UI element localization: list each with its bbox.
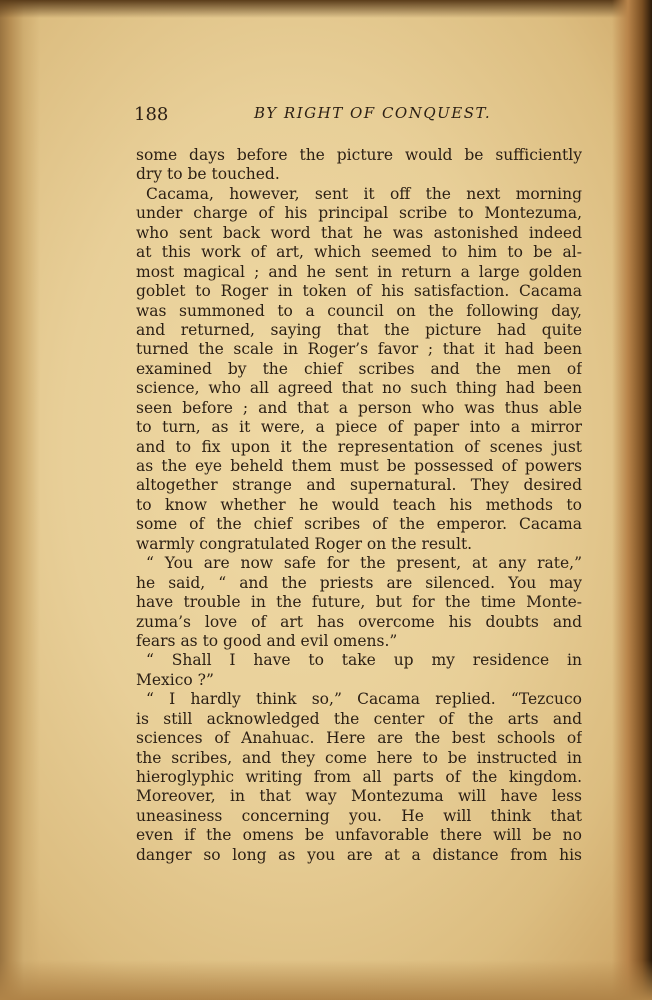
text-line: some of the chief scribes of the emperor. Cacama <box>136 515 582 534</box>
text-line: science, who all agreed that no such thing had been <box>136 379 582 398</box>
text-line: danger so long as you are at a distance from his <box>136 845 582 864</box>
text-line: under charge of his principal scribe to Montezuma, <box>136 204 582 223</box>
text-line: even if the omens be unfavorable there will be no <box>136 826 582 845</box>
text-line: turned the scale in Roger’s favor ; that it had been <box>136 340 582 359</box>
text-line: who sent back word that he was astonished indeed <box>136 223 582 242</box>
text-line: seen before ; and that a person who was thus able <box>136 398 582 417</box>
text-line: Cacama, however, sent it off the next morning <box>146 184 582 203</box>
text-line: to turn, as it were, a piece of paper into a mirror <box>136 418 582 437</box>
text-line: dry to be touched. <box>136 165 280 184</box>
text-line: “ You are now safe for the present, at any rate,” <box>146 554 582 573</box>
text-line: he said, “ and the priests are silenced. You may <box>136 573 582 592</box>
page-bottom-edge <box>0 960 652 1000</box>
text-line: and returned, saying that the picture had quite <box>136 320 582 339</box>
page-number: 188 <box>134 104 169 125</box>
text-line: have trouble in the future, but for the time Monte- <box>136 593 582 612</box>
text-line: at this work of art, which seemed to him to be al- <box>136 243 582 262</box>
text-line: goblet to Roger in token of his satisfaction. Cacama <box>136 282 582 301</box>
page-header <box>134 104 584 130</box>
text-line: is still acknowledged the center of the arts and <box>136 709 582 728</box>
text-line: to know whether he would teach his methods to <box>136 495 582 514</box>
page-right-edge <box>612 0 652 1000</box>
text-line: most magical ; and he sent in return a large golden <box>136 262 582 281</box>
text-line: was summoned to a council on the following day, <box>136 301 582 320</box>
text-line: “ I hardly think so,” Cacama replied. “Tezcuco <box>146 690 582 709</box>
body-text <box>136 146 582 865</box>
text-line: Mexico ?” <box>136 670 214 689</box>
page-top-edge <box>0 0 652 18</box>
text-line: uneasiness concerning you. He will think that <box>136 806 582 825</box>
text-line: some days before the picture would be sufficiently <box>136 146 582 164</box>
text-line: and to fix upon it the representation of scenes just <box>136 437 582 456</box>
text-line: warmly congratulated Roger on the result. <box>136 534 473 553</box>
text-line: zuma’s love of art has overcome his doubts and <box>136 612 582 631</box>
text-line: the scribes, and they come here to be instructed in <box>136 748 582 767</box>
running-title: BY RIGHT OF CONQUEST. <box>254 104 492 122</box>
text-line: fears as to good and evil omens.” <box>136 631 398 650</box>
text-line: as the eye beheld them must be possessed of powers <box>136 457 582 475</box>
text-line: sciences of Anahuac. Here are the best schools of <box>136 729 582 748</box>
text-line: hieroglyphic writing from all parts of the kingdom. <box>136 768 582 786</box>
text-line: “ Shall I have to take up my residence in <box>146 651 582 670</box>
text-line: examined by the chief scribes and the men of <box>136 359 582 378</box>
text-line: Moreover, in that way Montezuma will have less <box>136 787 582 806</box>
text-line: altogether strange and supernatural. They desired <box>136 476 582 495</box>
page-gutter-shadow <box>0 0 40 1000</box>
